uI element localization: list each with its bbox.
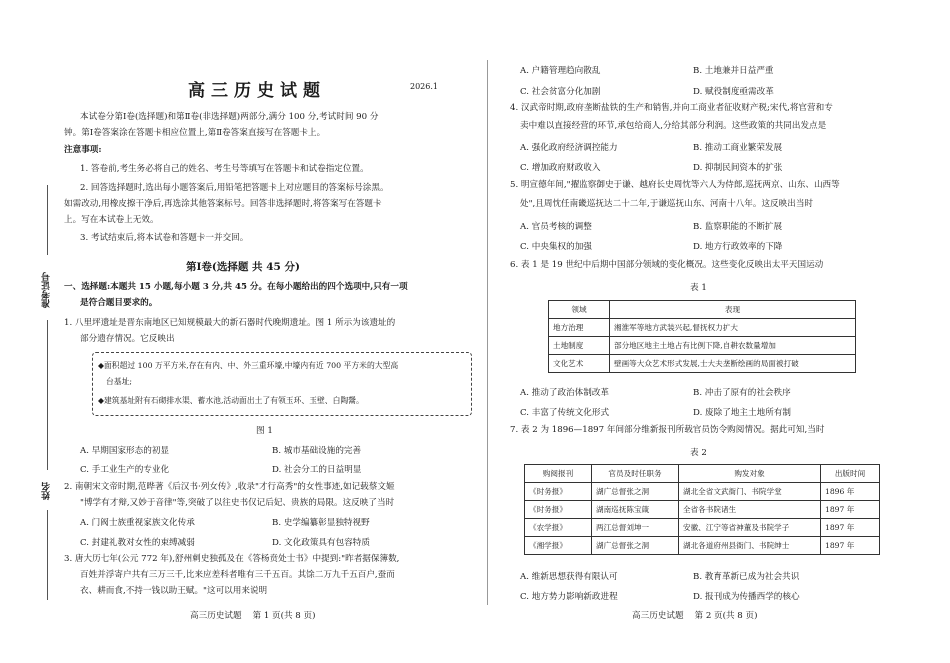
table-row: [525, 537, 880, 555]
table-header-cell: 购阅报刊: [525, 465, 592, 483]
q6-option-d: D. 废除了地主土地所有制: [693, 408, 791, 418]
table-row: [525, 483, 880, 501]
table-cell: 1897 年: [821, 501, 880, 519]
q3-option-d: D. 赋役制度亟需改革: [693, 87, 774, 97]
q6-option-b: B. 冲击了原有的社会秩序: [693, 388, 791, 398]
q7-option-c: C. 地方势力影响新政进程: [520, 592, 618, 602]
table-cell: 1896 年: [821, 483, 880, 501]
q4-option-b: B. 推动工商业繁荣发展: [693, 143, 783, 153]
table-2: [524, 464, 880, 555]
section-instr-1: 一、选择题:本题共 15 小题,每小题 3 分,共 45 分。在每小题给出的四个选项中,只有一项: [64, 282, 408, 292]
q4-option-d: D. 抑制民间资本的扩张: [693, 163, 783, 173]
table-cell: 《时务报》: [525, 483, 592, 501]
table-row: [549, 337, 856, 355]
q3-option-a: A. 户籍管理趋向散乱: [520, 66, 601, 76]
footer-right: 高三历史试题 第 2 页(共 8 页): [632, 611, 758, 621]
q4-option-a: A. 强化政府经济调控能力: [520, 143, 618, 153]
q4-line-1: 4. 汉武帝时期,政府垄断盐铁的生产和销售,并向工商业者征收财产税;宋代,将官营和专: [510, 103, 833, 113]
q7-option-d: D. 报刊成为传播西学的核心: [693, 592, 800, 602]
table-cell: 《湘学报》: [525, 537, 592, 555]
ticket-number-label: 准考证号: [42, 272, 52, 308]
figure-1-item-1: ◆面积超过 100 万平方米,存在有内、中、外三重环壕,中壕内有近 700 平方米的大型高: [98, 361, 399, 370]
figure-1-item-2: ◆建筑基址附有石砌排水渠、蓄水池,活动面出土了有领玉环、玉壁、白陶鬶。: [98, 396, 364, 405]
q2-line-1: 2. 南朝宋文帝时期,范晔著《后汉书·列女传》,收录"才行高秀"的女性事迹,如记载蔡文姬: [64, 482, 395, 492]
table-cell: 湘淮军等地方武装兴起,督抚权力扩大: [610, 319, 856, 337]
q7-option-b: B. 教育革新已成为社会共识: [693, 572, 800, 582]
q3-option-b: B. 土地兼并日益严重: [693, 66, 774, 76]
q4-option-c: C. 增加政府财政收入: [520, 163, 601, 173]
table-cell: 1897 年: [821, 519, 880, 537]
table-1: [548, 300, 856, 373]
table-header-cell: 表现: [610, 301, 856, 319]
page-divider: [487, 60, 488, 605]
q2-option-d: D. 文化政策具有包容特质: [272, 538, 370, 548]
q3-line-3: 衣、耕而食,不持一钱以助王赋。"这可以用来说明: [80, 586, 268, 596]
table-row: [525, 501, 880, 519]
table-row: [549, 355, 856, 373]
table-cell: 地方治理: [549, 319, 610, 337]
q5-option-b: B. 监察职能的不断扩展: [693, 222, 783, 232]
q2-option-a: A. 门阀士族重视家族文化传承: [80, 518, 195, 528]
note-1: 1. 答卷前,考生务必将自己的姓名、考生号等填写在答题卡和试卷指定位置。: [80, 164, 369, 174]
q4-line-2: 卖中难以直接经营的环节,承包给商人,分给其部分利润。这些政策的共同出发点是: [520, 121, 827, 131]
section-instr-2: 是符合题目要求的。: [80, 298, 158, 308]
table-cell: 壁画等大众艺术形式发展,士大夫垄断绘画的局面被打破: [610, 355, 856, 373]
q5-option-d: D. 地方行政效率的下降: [693, 242, 783, 252]
table-cell: 湖南巡抚陈宝箴: [592, 501, 679, 519]
notes-heading: 注意事项:: [64, 145, 102, 155]
q3-option-c: C. 社会贫富分化加剧: [520, 87, 601, 97]
q1-option-d: D. 社会分工的日益明显: [272, 465, 362, 475]
table-cell: 湖广总督张之洞: [592, 483, 679, 501]
binding-line-bottom: [47, 510, 48, 600]
table-1-caption: 表 1: [690, 283, 707, 293]
q1-line-1: 1. 八里坪遗址是晋东南地区已知规模最大的新石器时代晚期遗址。图 1 所示为该遗址的: [64, 318, 396, 328]
q5-line-1: 5. 明宣德年间,"擢监察御史于谦、越府长史周忱等六人为侍郎,巡抚两京、山东、山西等: [510, 180, 840, 190]
table-header-cell: 官员及时任职务: [592, 465, 679, 483]
table-cell: 土地制度: [549, 337, 610, 355]
q1-option-b: B. 城市基础设施的完善: [272, 446, 362, 456]
table-cell: 文化艺术: [549, 355, 610, 373]
table-header-row: [549, 301, 856, 319]
table-row: [525, 519, 880, 537]
table-cell: 《时务报》: [525, 501, 592, 519]
table-header-cell: 出版时间: [821, 465, 880, 483]
note-2b: 如需改动,用橡皮擦干净后,再选涂其他答案标号。回答非选择题时,将答案写在答题卡: [64, 199, 382, 209]
binding-line-mid: [47, 320, 48, 470]
q6-line-1: 6. 表 1 是 19 世纪中后期中国部分领域的变化概况。这些变化反映出太平天国运动: [510, 260, 824, 270]
figure-1-item-1b: 台基址;: [106, 377, 133, 386]
q7-line-1: 7. 表 2 为 1896—1897 年间部分维新报刊所载官员饬令购阅情况。据此可知,当时: [510, 425, 825, 435]
table-cell: 湖北各道府州县衙门、书院绅士: [679, 537, 821, 555]
q5-option-c: C. 中央集权的加强: [520, 242, 592, 252]
q2-line-2: "博学有才辩,又妙于音律"等,突破了以往史书仅记后妃、贵族的局限。这反映了当时: [80, 498, 395, 508]
q5-line-2: 处",且周忱任南畿巡抚达二十二年,于谦巡抚山东、河南十八年。这反映出当时: [520, 199, 814, 209]
q1-option-a: A. 早期国家形态的初显: [80, 446, 170, 456]
name-label: 姓名: [42, 482, 52, 500]
note-2a: 2. 回答选择题时,选出每小题答案后,用铅笔把答题卡上对应题目的答案标号涂黑。: [80, 183, 389, 193]
page-title: 高三历史试题: [188, 81, 326, 101]
q1-option-c: C. 手工业生产的专业化: [80, 465, 170, 475]
table-header-row: [525, 465, 880, 483]
table-2-caption: 表 2: [690, 448, 707, 458]
q2-option-b: B. 史学编纂彰显独特视野: [272, 518, 370, 528]
table-header-cell: 购发对象: [679, 465, 821, 483]
q2-option-c: C. 封建礼教对女性的束缚减弱: [80, 538, 195, 548]
q1-line-2: 部分遗存情况。它反映出: [80, 334, 175, 344]
q7-option-a: A. 维新思想获得有限认可: [520, 572, 618, 582]
note-2c: 上。写在本试卷上无效。: [64, 215, 159, 225]
table-header-cell: 领域: [549, 301, 610, 319]
figure-1-caption: 图 1: [256, 426, 273, 436]
intro-line-1: 本试卷分第Ⅰ卷(选择题)和第Ⅱ卷(非选择题)两部分,满分 100 分,考试时间 90 分: [80, 112, 379, 122]
section-heading: 第Ⅰ卷(选择题 共 45 分): [186, 261, 300, 273]
q6-option-c: C. 丰富了传统文化形式: [520, 408, 610, 418]
exam-date: 2026.1: [410, 82, 438, 91]
q3-line-2: 百姓并浮寄户共有三万三千,比来应差科者唯有三千五百。其馀二万九千五百户,蚕而: [80, 570, 395, 580]
table-cell: 全省各书院诸生: [679, 501, 821, 519]
intro-line-2: 钟。第Ⅰ卷答案涂在答题卡相应位置上,第Ⅱ卷答案直接写在答题卡上。: [64, 128, 326, 138]
table-cell: 湖北全省文武衙门、书院学堂: [679, 483, 821, 501]
binding-line-top: [47, 185, 48, 255]
table-cell: 安徽、江宁等省神董及书院学子: [679, 519, 821, 537]
table-cell: 两江总督刘坤一: [592, 519, 679, 537]
table-cell: 《农学报》: [525, 519, 592, 537]
q3-line-1: 3. 唐大历七年(公元 772 年),舒州刺史独孤及在《答杨贲处士书》中提到:"昨者据保簿数,: [64, 554, 400, 564]
table-cell: 1897 年: [821, 537, 880, 555]
table-row: [549, 319, 856, 337]
q5-option-a: A. 官员考核的调整: [520, 222, 592, 232]
table-cell: 部分地区地主土地占有比例下降,自耕农数量增加: [610, 337, 856, 355]
table-cell: 湖广总督张之洞: [592, 537, 679, 555]
note-3: 3. 考试结束后,将本试卷和答题卡一并交回。: [80, 233, 249, 243]
q6-option-a: A. 推动了政治体制改革: [520, 388, 610, 398]
footer-left: 高三历史试题 第 1 页(共 8 页): [190, 611, 316, 621]
